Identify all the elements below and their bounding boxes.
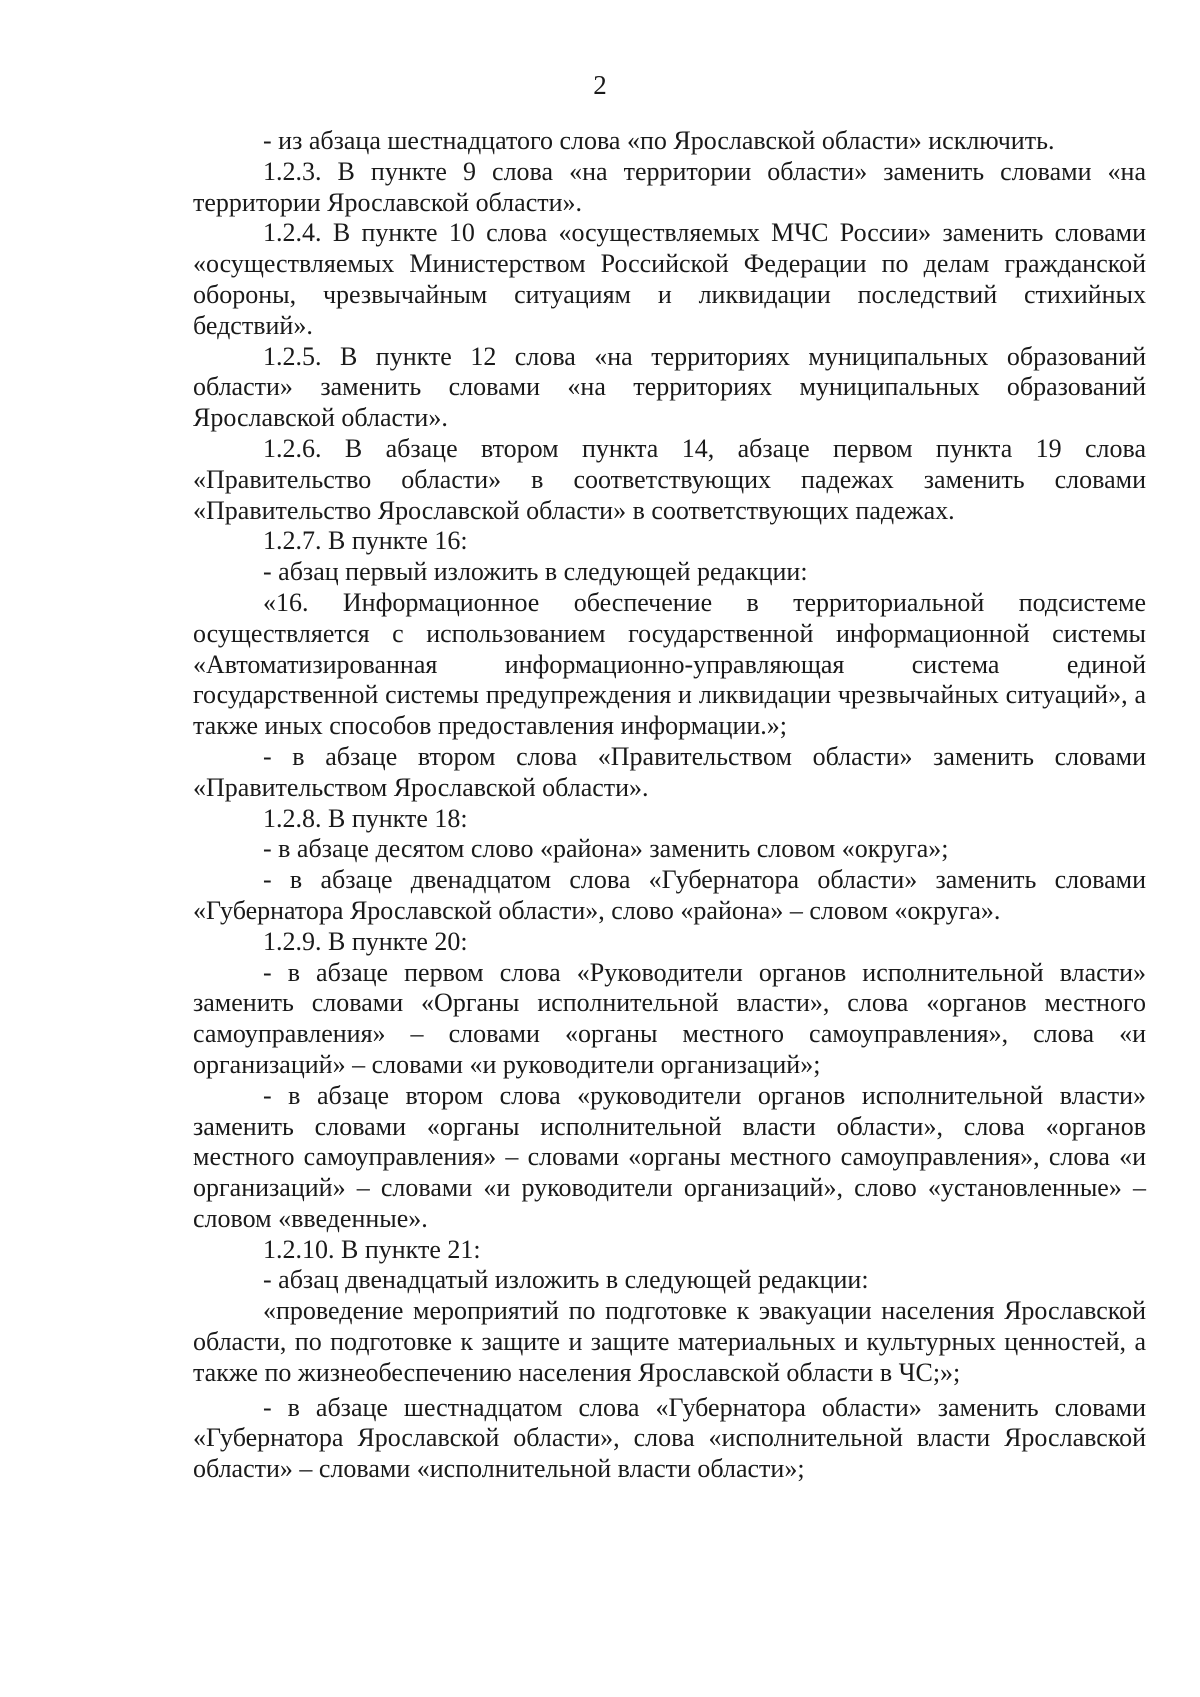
paragraph-15: - в абзаце втором слова «руководители органов исполнительной власти» заменить словами «органы исполнительной власти области», слова «органов местного самоуправления» – словами «органы местного самоуправления», слова «и организаций» – словами «и руководители организаций», слово «установленные» – словом «введенные».: [193, 1080, 1146, 1233]
paragraph-18: «проведение мероприятий по подготовке к эвакуации населения Ярославской области, по подготовке к защите и защите материальных и культурных ценностей, а также по жизнеобеспечению населения Ярославской области в ЧС;»;: [193, 1296, 1146, 1387]
paragraph-16: 1.2.10. В пункте 21:: [263, 1234, 481, 1264]
paragraph-7: - абзац первый изложить в следующей редакции:: [263, 557, 808, 587]
paragraph-2: 1.2.3. В пункте 9 слова «на территории области» заменить словами «на территории Ярославской области».: [193, 156, 1146, 217]
paragraph-12: - в абзаце двенадцатом слова «Губернатора области» заменить словами «Губернатора Ярославской области», слово «района» – словом «округа».: [193, 865, 1146, 925]
paragraph-9: - в абзаце втором слова «Правительством области» заменить словами «Правительством Ярославской области».: [193, 741, 1146, 802]
paragraph-6: 1.2.7. В пункте 16:: [263, 526, 468, 556]
document-body: [193, 126, 1146, 1485]
paragraph-10: 1.2.8. В пункте 18:: [263, 803, 468, 833]
paragraph-17: - абзац двенадцатый изложить в следующей редакции:: [263, 1265, 869, 1295]
paragraph-1: - из абзаца шестнадцатого слова «по Ярославской области» исключить.: [263, 126, 1055, 155]
page-number: 2: [593, 70, 607, 100]
paragraph-4: 1.2.5. В пункте 12 слова «на территориях муниципальных образований области» заменить словами «на территориях муниципальных образований Ярославской области».: [193, 341, 1146, 433]
paragraph-11: - в абзаце десятом слово «района» заменить словом «округа»;: [263, 834, 949, 864]
paragraph-13: 1.2.9. В пункте 20:: [263, 926, 468, 956]
paragraph-14: - в абзаце первом слова «Руководители органов исполнительной власти» заменить словами «Органы исполнительной власти», слова «органов местного самоуправления» – словами «органы местного самоуправления», слова «и организаций» – словами «и руководители организаций»;: [193, 957, 1146, 1079]
paragraph-8: «16. Информационное обеспечение в территориальной подсистеме осуществляется с использованием государственной информационной системы «Автоматизированная информационно-управляющая система единой государственной системы предупреждения и ликвидации чрезвычайных ситуаций», а также иных способов предоставления информации.»;: [193, 587, 1146, 741]
paragraph-3: 1.2.4. В пункте 10 слова «осуществляемых МЧС России» заменить словами «осуществляемых Министерством Российской Федерации по делам гражданской обороны, чрезвычайным ситуациям и ликвидации последствий стихийных бедствий».: [193, 218, 1146, 340]
paragraph-19: - в абзаце шестнадцатом слова «Губернатора области» заменить словами «Губернатора Ярославской области», слова «исполнительной власти Ярославской области» – словами «исполнительной власти области»;: [193, 1392, 1146, 1484]
paragraph-5: 1.2.6. В абзаце втором пункта 14, абзаце первом пункта 19 слова «Правительство области» в соответствующих падежах заменить словами «Правительство Ярославской области» в соответствующих падежах.: [193, 433, 1146, 525]
